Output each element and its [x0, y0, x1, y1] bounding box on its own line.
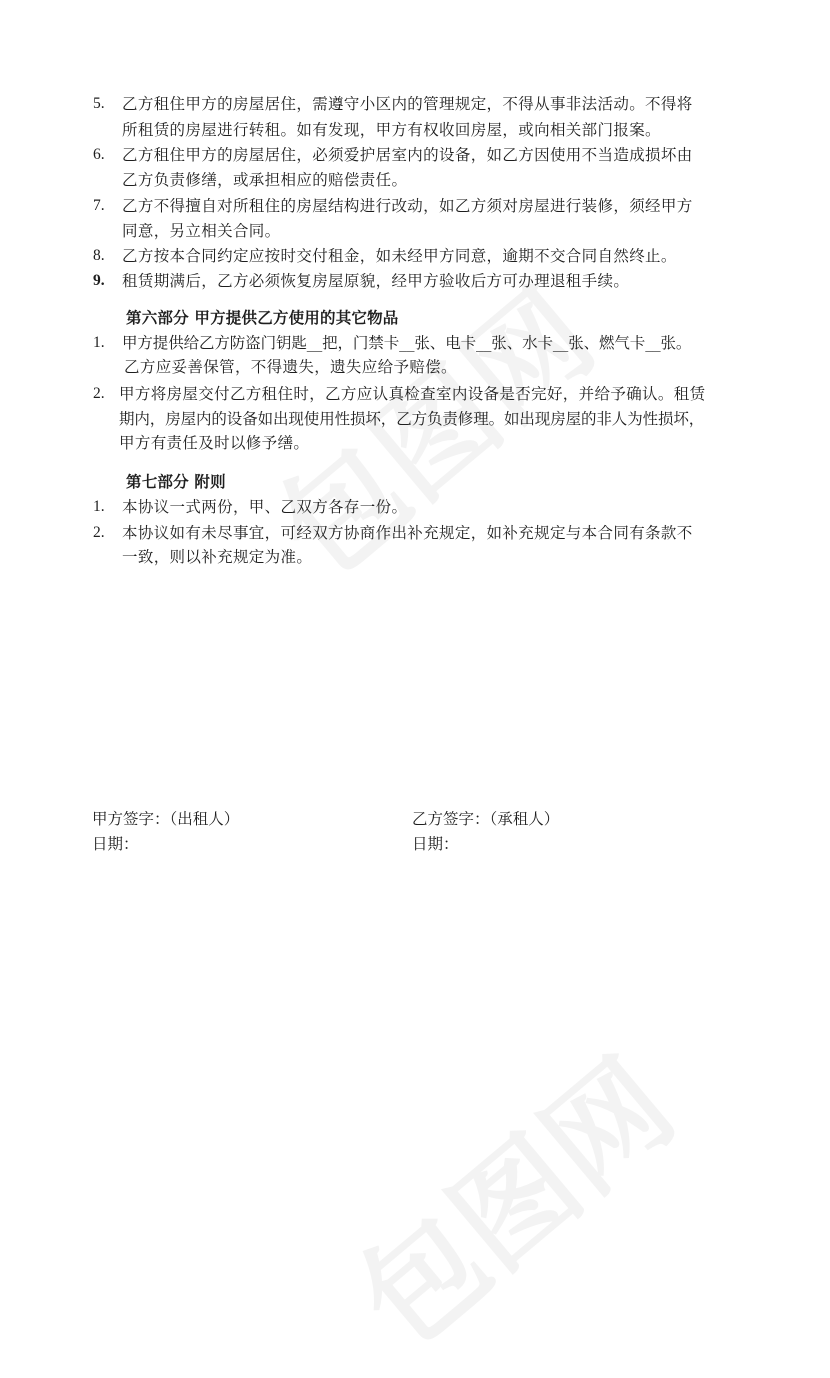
list-item-text: 本协议如有未尽事宜，可经双方协商作出补充规定，如补充规定与本合同有条款不: [122, 524, 693, 542]
list-item-text: 本协议一式两份，甲、乙双方各存一份。: [122, 498, 408, 516]
party-b-date-label: 日期：: [412, 835, 459, 853]
watermark: [317, 1014, 703, 1377]
list-number: 2.: [93, 385, 105, 402]
party-b-signature-label: 乙方签字：（承租人）: [412, 810, 560, 828]
list-item-text: 甲方有责任及时以修予缮。: [119, 434, 310, 452]
list-number: 9.: [93, 272, 105, 289]
list-item-text: 乙方按本合同约定应按时交付租金，如未经甲方同意，逾期不交合同自然终止。: [122, 247, 677, 265]
list-item-text: 乙方租住甲方的房屋居住，需遵守小区内的管理规定，不得从事非法活动。不得将: [122, 95, 693, 113]
list-item-text: 乙方租住甲方的房屋居住，必须爱护居室内的设备，如乙方因使用不当造成损坏由: [122, 146, 693, 164]
list-item-text: 甲方提供给乙方防盗门钥匙__把，门禁卡__张、电卡__张、水卡__张、燃气卡__张。: [122, 334, 692, 352]
list-number: 8.: [93, 247, 105, 264]
list-item-text: 同意，另立相关合同。: [122, 222, 281, 240]
list-item-text: 期内，房屋内的设备如出现使用性损坏，乙方负责修理。如出现房屋的非人为性损坏，: [119, 410, 705, 428]
list-item-text: 乙方负责修缮，或承担相应的赔偿责任。: [122, 171, 408, 189]
list-number: 5.: [93, 95, 105, 112]
list-number: 1.: [93, 334, 105, 351]
list-item-text: 乙方应妥善保管，不得遗失，遗失应给予赔偿。: [124, 358, 457, 376]
party-a-date-label: 日期：: [92, 835, 139, 853]
party-a-signature-label: 甲方签字：（出租人）: [92, 810, 240, 828]
list-item-text: 甲方将房屋交付乙方租住时，乙方应认真检查室内设备是否完好，并给予确认。租赁: [119, 385, 706, 403]
section-heading-part7: 第七部分 附则: [126, 472, 226, 491]
list-item-text: 一致，则以补充规定为准。: [122, 548, 313, 566]
list-item-text: 所租赁的房屋进行转租。如有发现，甲方有权收回房屋，或向相关部门报案。: [122, 121, 661, 139]
section-heading-part6: 第六部分 甲方提供乙方使用的其它物品: [126, 308, 399, 327]
list-number: 1.: [93, 498, 105, 515]
list-item-text: 租赁期满后，乙方必须恢复房屋原貌，经甲方验收后方可办理退租手续。: [122, 272, 630, 290]
list-number: 2.: [93, 524, 105, 541]
list-item-text: 乙方不得擅自对所租住的房屋结构进行改动，如乙方须对房屋进行装修，须经甲方: [122, 197, 693, 215]
list-number: 6.: [93, 146, 105, 163]
list-number: 7.: [93, 197, 105, 214]
